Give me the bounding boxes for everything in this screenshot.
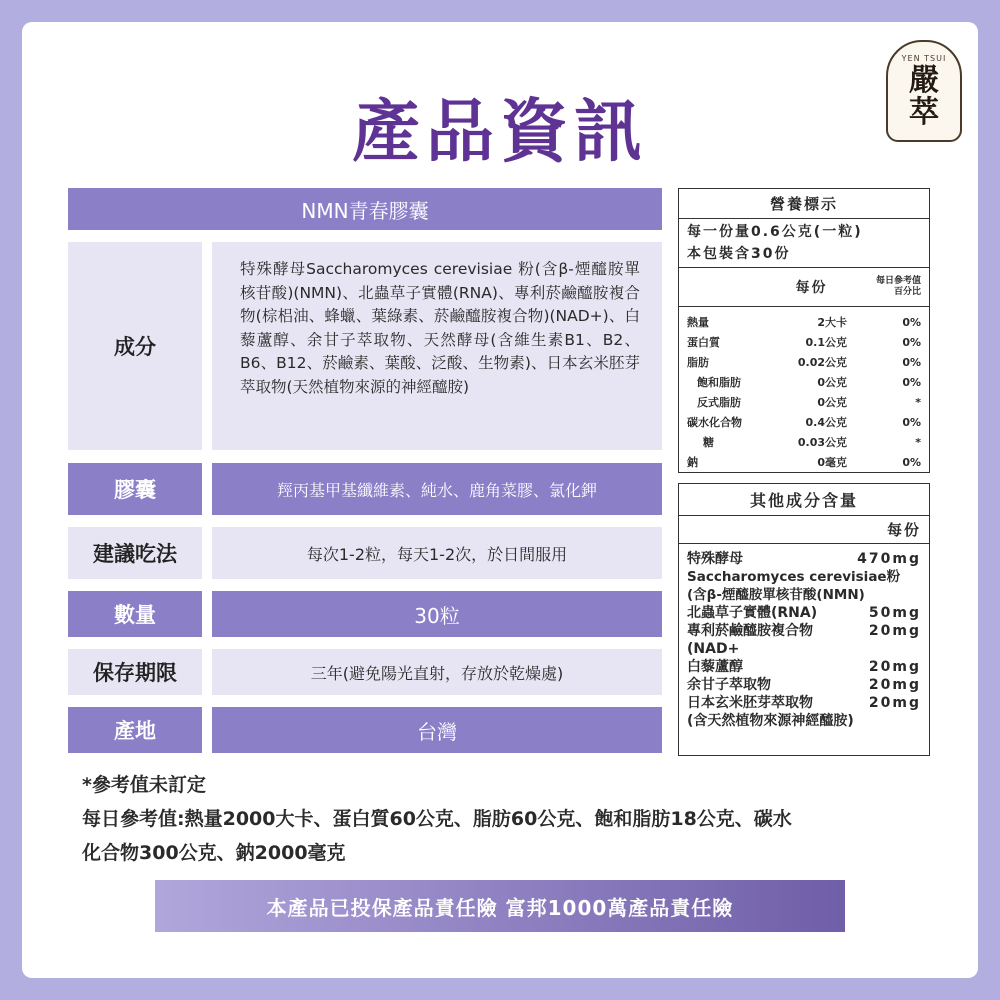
nutrient-pct: 0% <box>902 376 921 389</box>
nutrient-pct: 0% <box>902 456 921 469</box>
nutrient-pct: * <box>915 436 921 449</box>
quantity-value: 30粒 <box>212 591 662 637</box>
other-item: 余甘子萃取物 <box>687 677 771 693</box>
other-item: 日本玄米胚芽萃取物 <box>687 695 813 711</box>
nutrition-row <box>679 353 929 373</box>
nutrition-facts-box <box>678 188 930 473</box>
nutrient-name: 脂肪 <box>687 356 709 369</box>
nutrient-amount: 0.1公克 <box>805 336 847 349</box>
daily-reference-line-2: 化合物300公克、鈉2000毫克 <box>82 842 346 864</box>
insurance-banner <box>155 880 845 932</box>
nutrient-amount: 2大卡 <box>817 316 847 329</box>
quantity-label: 數量 <box>68 591 202 637</box>
capsule-label: 膠囊 <box>68 463 202 515</box>
ingredients-value: 特殊酵母Saccharomyces cerevisiae 粉(含β-煙醯胺單核苷酸)(NMN)、北蟲草子實體(RNA)、專利菸鹼醯胺複合物(棕梠油、蜂蠟、葉綠素、菸鹼醯胺複合物)(NAD+)、白藜蘆醇、余甘子萃取物、天然酵母(含維生素B1、B2、B6、B12、菸鹼素、葉酸、泛酸、生物素)、日本玄米胚芽萃取物(天然植物來源的神經醯胺) <box>240 260 640 396</box>
nutrient-amount: 0.4公克 <box>805 416 847 429</box>
nutrition-row <box>679 313 929 333</box>
ingredients-label: 成分 <box>68 242 202 450</box>
nutrition-row <box>679 433 929 453</box>
nutrient-pct: 0% <box>902 356 921 369</box>
nutrition-header: 營養標示 <box>679 189 929 219</box>
other-row <box>679 604 929 622</box>
other-item: 專利菸鹼醯胺複合物 <box>687 623 813 639</box>
nutrient-amount: 0.03公克 <box>797 436 847 449</box>
other-item: 北蟲草子實體(RNA) <box>687 605 818 621</box>
nutrient-name: 糖 <box>703 436 714 449</box>
other-item: (NAD+ <box>687 641 740 657</box>
nutrient-name: 碳水化合物 <box>687 416 742 429</box>
other-item: (含天然植物來源神經醯胺) <box>687 713 854 729</box>
other-amount: 50mg <box>868 605 921 621</box>
other-header: 其他成分含量 <box>679 484 929 516</box>
nutrition-columns-header <box>679 268 929 307</box>
other-row <box>679 586 929 604</box>
brand-logo <box>886 40 962 142</box>
daily-ref-line-1: 每日參考值 <box>875 276 921 286</box>
daily-reference-line-1: 每日參考值:熱量2000大卡、蛋白質60公克、脂肪60公克、飽和脂肪18公克、碳水 <box>82 808 792 830</box>
nutrient-pct: 0% <box>902 316 921 329</box>
logo-ring-text: YEN TSUI <box>901 53 947 63</box>
other-amount: 20mg <box>868 659 921 675</box>
daily-ref-line-2: 百分比 <box>893 287 921 297</box>
nutrition-rows <box>679 307 929 473</box>
per-serving-label: 每份 <box>795 280 828 296</box>
logo-char-1: 嚴 <box>909 62 939 98</box>
nutrient-pct: * <box>915 396 921 409</box>
nutrient-amount: 0毫克 <box>817 456 847 469</box>
nutrient-pct: 0% <box>902 416 921 429</box>
origin-label: 產地 <box>68 707 202 753</box>
usage-label: 建議吃法 <box>68 527 202 579</box>
nutrition-row <box>679 453 929 473</box>
nutrition-row <box>679 373 929 393</box>
other-row <box>679 676 929 694</box>
other-item: 特殊酵母 <box>687 551 743 567</box>
logo-chars <box>909 62 939 130</box>
product-name-band <box>68 188 662 230</box>
page-title: 產品資訊 <box>351 92 648 172</box>
other-row <box>679 568 929 586</box>
other-row <box>679 640 929 658</box>
nutrient-amount: 0公克 <box>817 396 847 409</box>
logo-char-2: 萃 <box>909 94 939 130</box>
other-item: 白藜蘆醇 <box>687 659 743 675</box>
shelf-life-label: 保存期限 <box>68 649 202 695</box>
other-rows <box>679 544 929 730</box>
origin-value: 台灣 <box>212 707 662 753</box>
other-row <box>679 622 929 640</box>
nutrient-name: 蛋白質 <box>687 336 720 349</box>
nutrient-amount: 0.02公克 <box>797 356 847 369</box>
other-amount: 20mg <box>868 677 921 693</box>
nutrient-name: 反式脂肪 <box>697 396 741 409</box>
other-row <box>679 694 929 712</box>
product-name: NMN青春膠囊 <box>301 198 429 223</box>
other-ingredients-box <box>678 483 930 756</box>
ref-note: *參考值未訂定 <box>82 774 206 796</box>
nutrient-pct: 0% <box>902 336 921 349</box>
serving-size: 每一份量0.6公克(一粒) <box>687 224 863 240</box>
nutrition-row <box>679 393 929 413</box>
other-item: Saccharomyces cerevisiae粉 <box>687 569 901 585</box>
other-row <box>679 658 929 676</box>
nutrient-name: 飽和脂肪 <box>697 376 741 389</box>
other-amount: 20mg <box>868 695 921 711</box>
nutrient-name: 鈉 <box>687 456 698 469</box>
other-row <box>679 712 929 730</box>
usage-value: 每次1-2粒，每天1-2次，於日間服用 <box>212 527 662 579</box>
nutrition-row <box>679 333 929 353</box>
insurance-text: 本產品已投保產品責任險 富邦1000萬產品責任險 <box>266 895 734 920</box>
other-amount: 470mg <box>857 551 921 567</box>
other-per-serving: 每份 <box>679 516 929 544</box>
nutrient-amount: 0公克 <box>817 376 847 389</box>
other-amount: 20mg <box>868 623 921 639</box>
servings-per-pack: 本包裝含30份 <box>679 243 929 268</box>
other-item: (含β-煙醯胺單核苷酸(NMN) <box>687 587 865 603</box>
daily-ref-label <box>876 276 921 298</box>
nutrient-name: 熱量 <box>687 316 709 329</box>
capsule-value: 羥丙基甲基纖維素、純水、鹿角菜膠、氯化鉀 <box>212 463 662 515</box>
shelf-life-value: 三年(避免陽光直射，存放於乾燥處) <box>212 649 662 695</box>
nutrition-row <box>679 413 929 433</box>
other-row <box>679 550 929 568</box>
